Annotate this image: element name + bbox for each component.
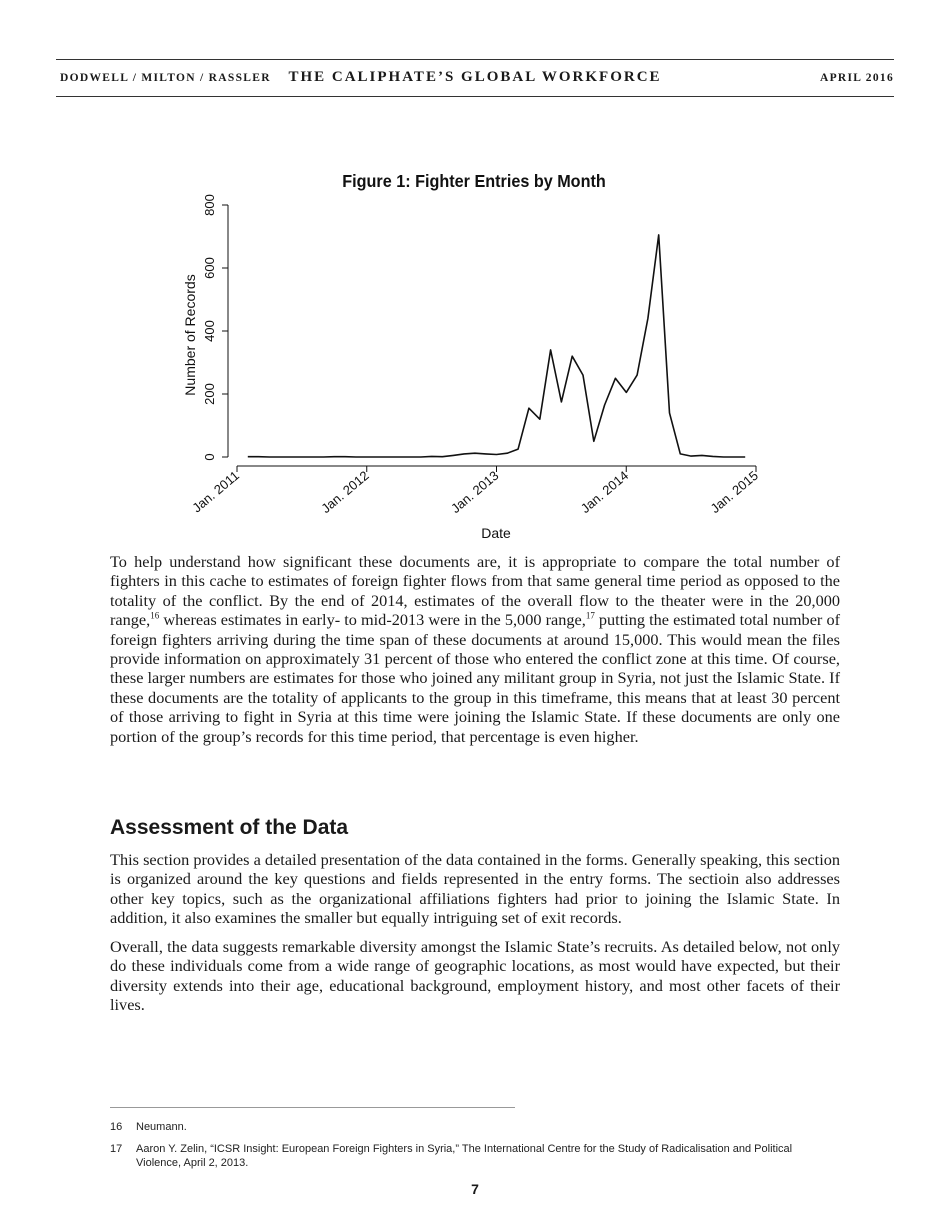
header-title: THE CALIPHATE’S GLOBAL WORKFORCE — [288, 69, 662, 85]
page-number: 7 — [471, 1181, 479, 1197]
paragraph-diversity: Overall, the data suggests remarkable diversity amongst the Islamic State’s recruits. As detailed below, not only do these individuals come from a wide range of geographic locations, as most would have expected, but their diversity extends into their age, educational background, employment history, and most other facets of their lives. — [110, 937, 840, 1015]
x-tick-label: Jan. 2014 — [577, 467, 632, 517]
chart-title: Figure 1: Fighter Entries by Month — [342, 171, 606, 192]
y-tick-label: 800 — [202, 194, 217, 216]
paragraph-foreign-fighter-estimates — [110, 552, 840, 746]
chart-x-label: Date — [481, 525, 511, 541]
footnote-ref-17[interactable]: 17 — [585, 610, 595, 621]
x-tick-label: Jan. 2015 — [707, 467, 761, 517]
footnote-number: 17 — [110, 1143, 123, 1155]
x-tick-label: Jan. 2011 — [189, 467, 242, 516]
footnote-divider — [110, 1107, 515, 1108]
x-tick-label: Jan. 2013 — [448, 467, 502, 517]
x-tick-label: Jan. 2012 — [318, 467, 372, 517]
footnote-number: 16 — [110, 1121, 123, 1133]
paragraph1-part1: To help understand how significant these documents are, it is appropriate to compare the total number of fighters in this cache to estimates of foreign fighter flows from that same general time period as opposed to the totality of the conflict. By the end of 2014, estimates of the overall flow to the theater were in the 20,000 range, — [110, 552, 840, 630]
running-header — [56, 59, 894, 97]
footnote-17 — [110, 1142, 840, 1170]
y-tick-label: 600 — [202, 257, 217, 279]
series-line — [248, 235, 745, 457]
header-authors: DODWELL / MILTON / RASSLER — [60, 72, 271, 84]
section-heading: Assessment of the Data — [110, 816, 349, 839]
header-date: APRIL 2016 — [819, 72, 894, 84]
paragraph-section-overview: This section provides a detailed presentation of the data contained in the forms. Generally speaking, this section is organized around the key questions and fields represented in the entry forms. The sectioin also addresses other key topics, such as the organizational affiliations fighters had prior to joining the Islamic State. In addition, it also examines the smaller but equally intriguing set of exit records. — [110, 850, 840, 928]
y-tick-label: 200 — [202, 383, 217, 405]
footnote-ref-16[interactable]: 16 — [150, 610, 160, 621]
footnote-16 — [110, 1120, 840, 1134]
paragraph1-part3: putting the estimated total number of foreign fighters arriving during the time span of these documents at around 15,000. This would mean the files provide information on approximately 31 percent of those who entered the conflict zone at this time. Of course, these larger numbers are estimates for those who joined any militant group in Syria, not just the Islamic State. If these documents are the totality of applicants to the group in this timeframe, this means that at least 30 percent of those arriving to fight in Syria at this time were joining the Islamic State. If these documents are only one portion of the group’s records for this time period, that percentage is even higher. — [110, 610, 841, 746]
y-tick-label: 0 — [202, 453, 217, 461]
fighter-entries-chart — [170, 165, 790, 550]
chart-y-label: Number of Records — [182, 274, 198, 396]
y-tick-label: 400 — [202, 320, 217, 342]
paragraph1-part2: whereas estimates in early- to mid-2013 were in the 5,000 range, — [159, 610, 586, 630]
footnote-text: Neumann. — [136, 1121, 187, 1133]
footnote-text: Aaron Y. Zelin, “ICSR Insight: European Foreign Fighters in Syria,” The International Centre for the Study of Radicalisation and Political Violence, April 2, 2013. — [136, 1143, 793, 1169]
